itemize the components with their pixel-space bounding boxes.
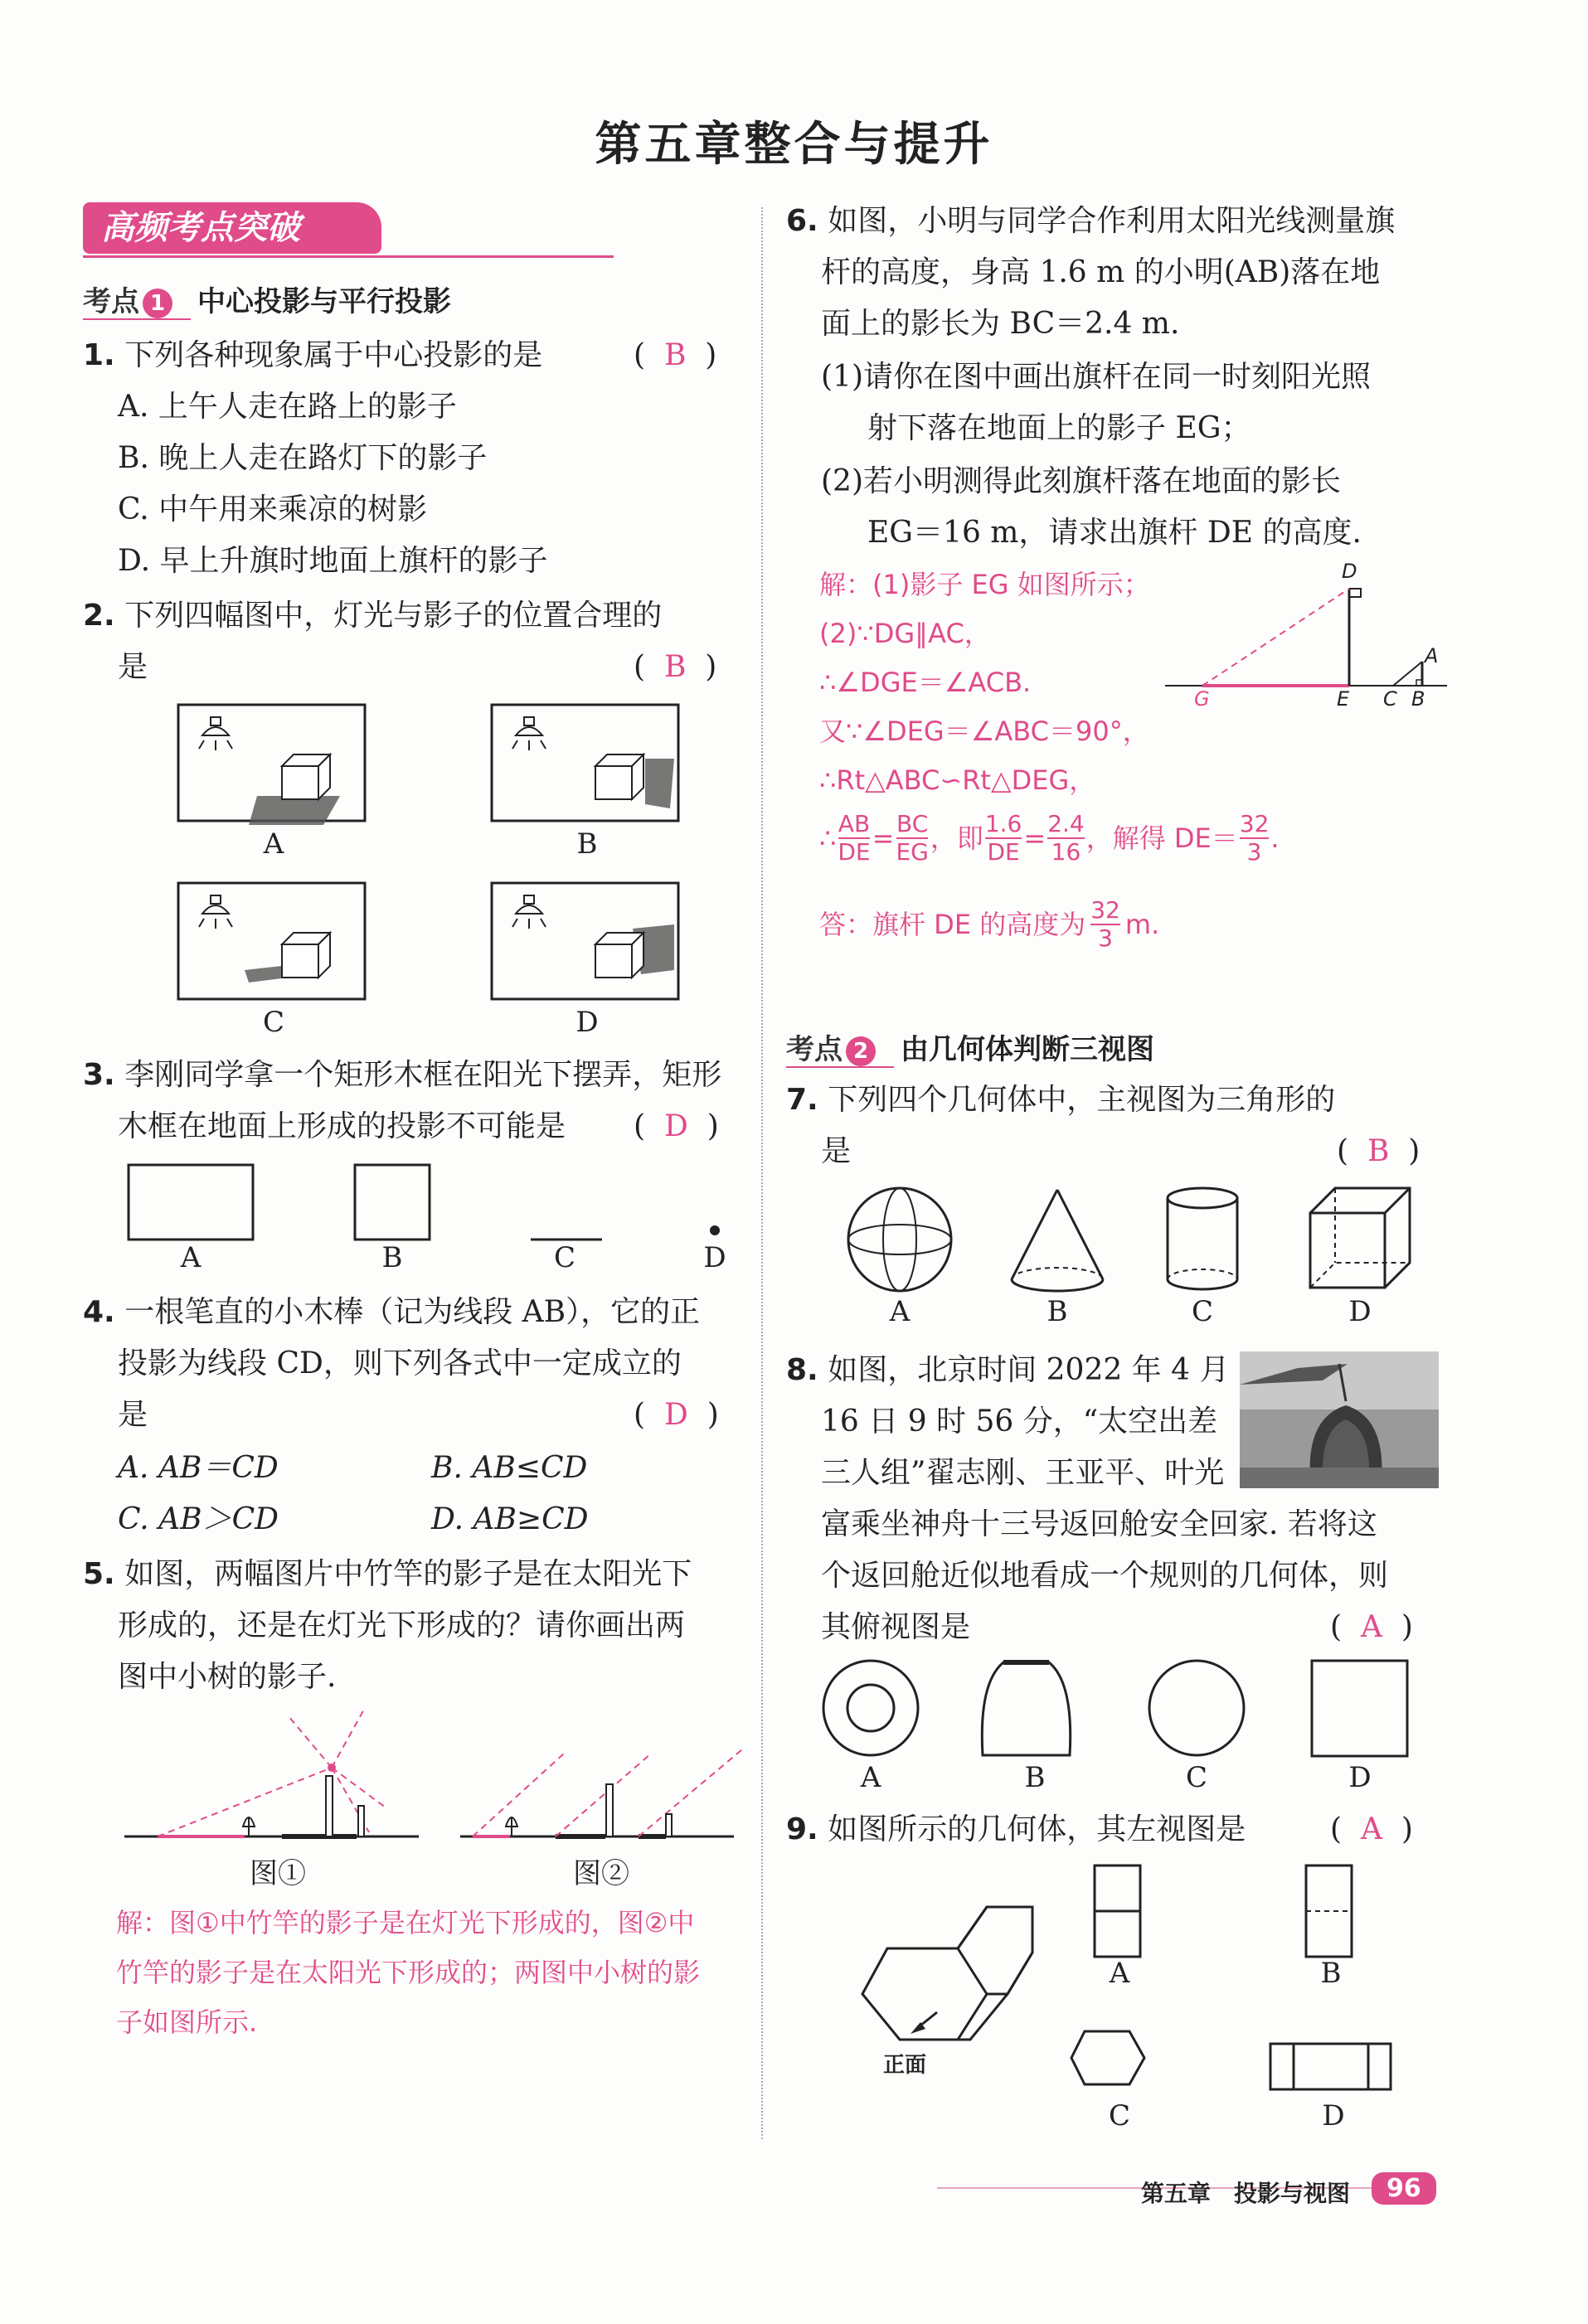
q5-number: 5. (83, 1557, 115, 1591)
q9-number: 9. (786, 1812, 818, 1846)
page-title: 第五章整合与提升 (595, 117, 993, 172)
q4-stem2: 投影为线段 CD，则下列各式中一定成立的 (118, 1346, 682, 1380)
q6-therefore: ∴ (819, 822, 837, 854)
q5-stem2: 形成的，还是在灯光下形成的？请你画出两 (118, 1608, 686, 1642)
q7-cube (1310, 1188, 1410, 1288)
q6-answer-num: 32 (1090, 896, 1120, 924)
q9-front-label: 正面 (883, 2053, 927, 2078)
q9-stem (786, 1804, 1246, 1856)
banner-underline (83, 255, 614, 258)
q3-label-c: C (553, 1241, 575, 1274)
section-banner: 高频考点突破 (83, 202, 381, 254)
q6-point-a: A (1425, 644, 1439, 667)
q8-stem2: 16 日 9 时 56 分，“太空出差 (821, 1405, 1218, 1439)
q8-label-b: B (1024, 1761, 1046, 1794)
q6-answer-unit: m. (1124, 909, 1160, 940)
q2-stem1 (83, 590, 662, 642)
q6-stem1 (786, 196, 1395, 247)
q9-text: 如图所示的几何体，其左视图是 (828, 1812, 1246, 1846)
q8-stem6: 其俯视图是 (821, 1610, 971, 1644)
q8-label-a: A (860, 1761, 881, 1794)
q2-panel-b (492, 705, 678, 821)
q3-label-b: B (381, 1241, 403, 1274)
q4-option-c: C. AB＞CD (118, 1502, 279, 1536)
q6-solution-1: 解：(1)影子 EG 如图所示； (819, 569, 1150, 600)
q8-number: 8. (786, 1353, 818, 1387)
kp1-number: 1 (143, 289, 172, 318)
q7-answer-value: B (1367, 1134, 1390, 1168)
q9-label-b: B (1320, 1957, 1342, 1990)
q8-stem5: 个返回舱近似地看成一个规则的几何体，则 (821, 1559, 1389, 1593)
q5-solution-2: 竹竿的影子是在太阳光下形成的；两图中小树的影 (116, 1957, 701, 1988)
q9-option-a (1095, 1866, 1140, 1957)
q3-answer-value: D (663, 1109, 688, 1143)
q6-point-d: D (1342, 560, 1357, 583)
q9-label-d: D (1322, 2099, 1345, 2132)
kp2-title: 由几何体判断三视图 (901, 1033, 1154, 1066)
q4-option-a: A. AB＝CD (118, 1451, 279, 1485)
q6-solution-5: ∴Rt△ABC∽Rt△DEG， (819, 764, 1096, 796)
q5-fig2-label: 图② (573, 1857, 629, 1890)
q6-frac5-den: 3 (1246, 838, 1262, 866)
q3-shape-d (710, 1225, 720, 1235)
q9-option-d (1270, 2044, 1391, 2089)
q2-label-a: A (263, 827, 284, 861)
q7-number: 7. (786, 1083, 818, 1117)
q5-figure-1 (124, 1708, 419, 1836)
q6-frac4-den: 16 (1051, 838, 1081, 866)
q1-answer: ( B ) (634, 338, 717, 372)
q7-label-c: C (1191, 1295, 1213, 1328)
q6-part2b: EG＝16 m，请求出旗杆 DE 的高度. (867, 516, 1362, 550)
q6-part1b: 射下落在地面上的影子 EG； (867, 411, 1251, 445)
q5-fig1-label: 图① (250, 1857, 306, 1890)
q6-frac-24-16 (1047, 811, 1085, 866)
q3-shape-a (129, 1165, 253, 1240)
q4-option-b: B. AB≤CD (431, 1451, 588, 1485)
q1-stem (83, 330, 542, 381)
q3-figures (124, 1161, 738, 1252)
q7-figures (838, 1181, 1418, 1298)
q3-label-a: A (180, 1241, 202, 1274)
q6-solution-6: ∴ $\frac{AB}{DE}$ = $\frac{BC}{EG}$ ，即 $\frac{1.6}{DE}$ = $\frac{2.4}{16}$ ，解得 DE＝ $\frac{32}{3}$ . (819, 810, 1280, 866)
q4-answer: ( D ) (634, 1398, 719, 1432)
q2-panel-d (492, 883, 678, 999)
q6-part2a: (2)若小明测得此刻旗杆落在地面的影长 (821, 464, 1341, 498)
q7-cone (1012, 1190, 1103, 1291)
q6-frac3-den: DE (987, 838, 1020, 866)
q6-frac1-num: AB (838, 810, 871, 837)
q6-point-b: B (1411, 687, 1425, 711)
q9-label-c: C (1108, 2099, 1130, 2132)
q8-label-c: C (1185, 1761, 1207, 1794)
q7-sphere (848, 1188, 951, 1291)
q6-frac4-num: 2.4 (1047, 810, 1085, 837)
q7-answer: ( B ) (1337, 1134, 1420, 1168)
q8-capsule-photo (1240, 1351, 1439, 1488)
q1-option-c: C. 中午用来乘凉的树影 (118, 492, 428, 526)
q6-solve: ，解得 DE＝ (1085, 822, 1238, 854)
q6-frac-result (1240, 811, 1270, 866)
q2-panel-a (178, 705, 365, 825)
q4-text1: 一根笔直的小木棒（记为线段 AB），它的正 (124, 1295, 701, 1329)
q8-options (817, 1658, 1422, 1766)
q5-figure-2 (460, 1749, 742, 1836)
q7-label-b: B (1047, 1295, 1068, 1328)
q1-text: 下列各种现象属于中心投影的是 (124, 338, 543, 372)
q6-text1: 如图，小明与同学合作利用太阳光线测量旗 (828, 204, 1396, 238)
q9-option-b (1306, 1866, 1352, 1957)
q5-solution-3: 子如图所示. (116, 2006, 258, 2038)
q8-text1: 如图，北京时间 2022 年 4 月 (828, 1353, 1230, 1387)
q5-text1: 如图，两幅图片中竹竿的影子是在太阳光下 (124, 1557, 692, 1591)
q6-solution-3: ∴∠DGE＝∠ACB. (819, 667, 1032, 698)
q6-frac5-num: 32 (1239, 810, 1270, 837)
q9-prism (862, 1907, 1032, 2040)
q6-ie: ，即 (930, 822, 983, 854)
q2-number: 2. (83, 599, 115, 633)
kp1-heading (83, 279, 451, 319)
q8-option-c (1149, 1661, 1244, 1755)
q5-figures (124, 1708, 738, 1866)
q1-option-b: B. 晚上人走在路灯下的影子 (118, 441, 488, 475)
q6-answer-text: 答：旗杆 DE 的高度为 (819, 909, 1086, 940)
q2-answer-value: B (663, 650, 687, 684)
q8-option-b (982, 1662, 1070, 1755)
kp1-tag: 考点 (83, 285, 139, 318)
q1-answer-value: B (663, 338, 687, 372)
q9-option-c (1071, 2031, 1144, 2084)
q6-solution-2: (2)∵DG∥AC， (819, 618, 991, 649)
kp2-number: 2 (846, 1036, 876, 1066)
q7-cylinder (1168, 1188, 1237, 1289)
kp2-heading (786, 1026, 1154, 1067)
q6-frac3-num: 1.6 (984, 810, 1022, 837)
q7-label-d: D (1348, 1295, 1372, 1328)
q2-answer: ( B ) (634, 650, 717, 684)
q8-option-d (1312, 1661, 1407, 1756)
q2-label-c: C (262, 1006, 284, 1039)
q9-figures (854, 1861, 1418, 2135)
q4-number: 4. (83, 1295, 115, 1329)
q9-answer-value: A (1360, 1812, 1382, 1846)
q2-label-b: B (576, 827, 598, 861)
q6-stem2: 杆的高度，身高 1.6 m 的小明(AB)落在地 (821, 255, 1381, 289)
q8-stem4: 富乘坐神舟十三号返回舱安全回家. 若将这 (821, 1507, 1377, 1541)
q1-option-d: D. 早上升旗时地面上旗杆的影子 (118, 544, 548, 578)
column-divider (761, 207, 763, 2139)
q6-part1a: (1)请你在图中画出旗杆在同一时刻阳光照 (821, 360, 1371, 394)
footer-chapter: 第五章 (1141, 2180, 1212, 2207)
q4-option-d: D. AB≥CD (431, 1502, 589, 1536)
q3-number: 3. (83, 1058, 115, 1092)
q2-text1: 下列四幅图中，灯光与影子的位置合理的 (124, 599, 663, 633)
q6-frac2-num: BC (896, 810, 929, 837)
q6-answer-line (819, 897, 1159, 952)
q6-stem3: 面上的影长为 BC＝2.4 m. (821, 307, 1180, 341)
q8-stem1 (786, 1345, 1229, 1396)
q7-text1: 下列四个几何体中，主视图为三角形的 (828, 1083, 1336, 1117)
q2-label-d: D (575, 1006, 599, 1039)
q2-panel-c (178, 883, 365, 999)
q8-option-a (823, 1661, 918, 1755)
q5-stem3: 图中小树的影子. (118, 1660, 337, 1694)
q9-label-a: A (1109, 1957, 1130, 1990)
q3-label-d: D (703, 1241, 726, 1274)
q8-answer-value: A (1360, 1610, 1382, 1644)
kp1-underline (83, 318, 191, 320)
q7-stem2: 是 (821, 1134, 852, 1168)
q3-stem1 (83, 1050, 721, 1101)
q4-stem1 (83, 1287, 700, 1338)
q4-stem3: 是 (118, 1398, 148, 1432)
q6-frac-answer (1090, 897, 1120, 952)
q1-number: 1. (83, 338, 115, 372)
q7-stem1 (786, 1075, 1335, 1126)
q6-answer-den: 3 (1098, 924, 1113, 952)
q6-frac-bc-eg (896, 811, 928, 866)
q2-stem2: 是 (118, 650, 148, 684)
kp1-title: 中心投影与平行投影 (197, 285, 451, 318)
q7-label-a: A (889, 1295, 911, 1328)
kp2-underline (786, 1066, 894, 1068)
q6-frac-ab-de (838, 811, 870, 866)
q3-answer: ( D ) (634, 1109, 719, 1143)
q6-point-g: G (1194, 687, 1210, 711)
q6-frac1-den: DE (838, 838, 871, 866)
q6-frac-16-de (985, 811, 1022, 866)
q6-number: 6. (786, 204, 818, 238)
q8-label-d: D (1348, 1761, 1372, 1794)
q1-option-a: A. 上午人走在路上的影子 (118, 390, 457, 424)
q4-answer-value: D (663, 1398, 688, 1432)
q6-solution-4: 又∵∠DEG＝∠ABC＝90°， (819, 716, 1149, 747)
q5-stem1 (83, 1549, 692, 1600)
q3-shape-b (355, 1165, 430, 1240)
q6-frac2-den: EG (896, 838, 929, 866)
q8-stem3: 三人组”翟志刚、王亚平、叶光 (821, 1456, 1225, 1490)
q6-point-c: C (1383, 687, 1397, 711)
q6-point-e: E (1337, 687, 1350, 711)
footer-name: 投影与视图 (1234, 2180, 1351, 2207)
q5-solution-1: 解：图①中竹竿的影子是在灯光下形成的，图②中 (116, 1907, 695, 1938)
q8-answer: ( A ) (1330, 1610, 1413, 1644)
kp2-tag: 考点 (786, 1033, 843, 1066)
q9-answer: ( A ) (1330, 1812, 1413, 1846)
page-number: 96 (1372, 2172, 1436, 2205)
q3-stem2: 木框在地面上形成的投影不可能是 (118, 1109, 566, 1143)
q3-text1: 李刚同学拿一个矩形木框在阳光下摆弄，矩形 (124, 1058, 722, 1092)
